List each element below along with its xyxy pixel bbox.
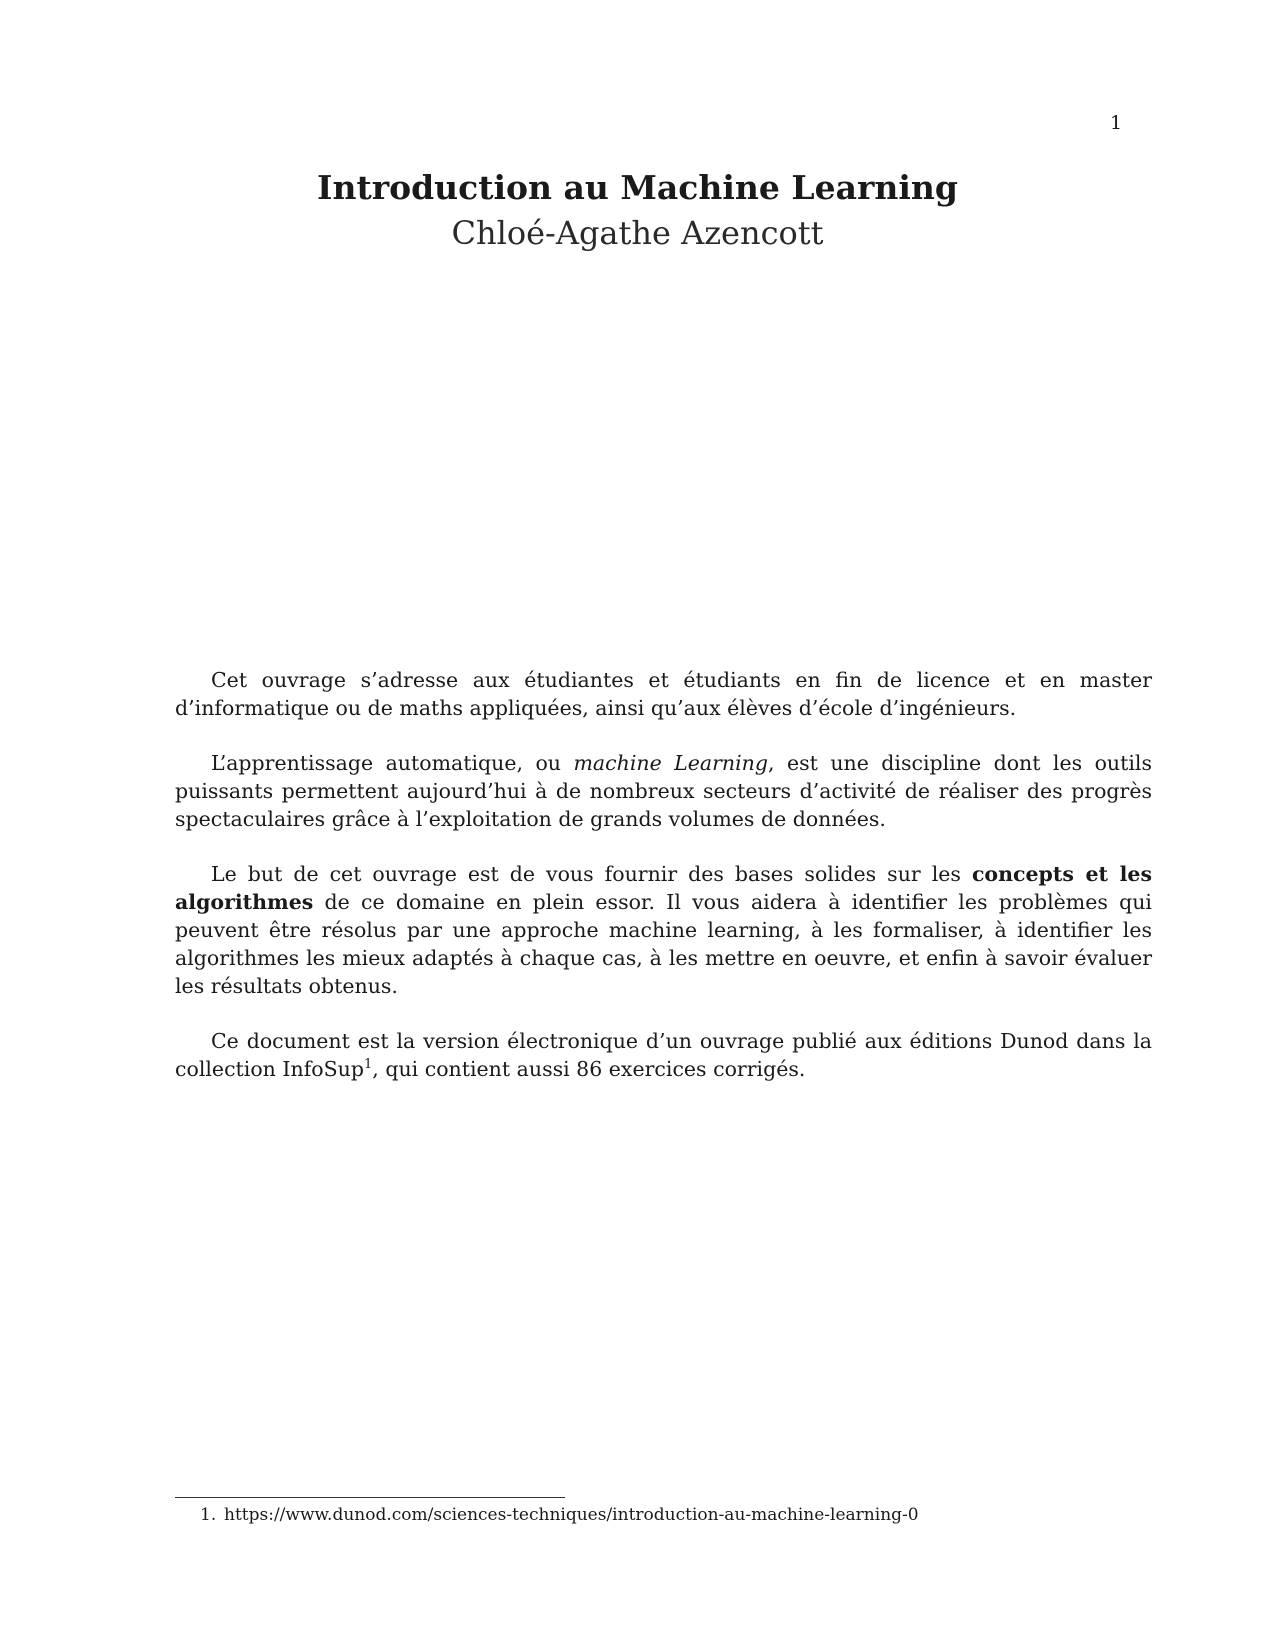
paragraph-goal-start: Le but de cet ouvrage est de vous fournir des bases solides sur les <box>211 862 972 886</box>
paragraph-goal-end: de ce domaine en plein essor. Il vous aidera à identifier les problèmes qui peuvent être résolus par une approche machine learning, à les formaliser, à identifier les algorithmes les mieux adaptés à chaque cas, à les mettre en oeuvre, et enfin à savoir évaluer les résultats obtenus. <box>175 890 1152 998</box>
footnote-divider <box>175 1497 565 1498</box>
concepts-bold: concepts et les algorithmes <box>175 862 1152 914</box>
paragraph-goal <box>175 860 1152 1000</box>
paragraph-definition <box>175 749 1152 833</box>
paragraph-edition-end: , qui contient aussi 86 exercices corrigés. <box>372 1057 806 1081</box>
page-number: 1 <box>1110 112 1123 134</box>
book-title: Introduction au Machine Learning <box>317 168 958 207</box>
paragraph-definition-end: , est une discipline dont les outils puissants permettent aujourd’hui à de nombreux secteurs d’activité de réaliser des progrès spectaculaires grâce à l’exploitation de grands volumes de données. <box>175 751 1153 831</box>
title-block <box>0 168 1275 254</box>
abstract-body <box>175 666 1152 1110</box>
footnote-number: 1. <box>200 1505 217 1525</box>
machine-learning-emphasis: machine Learning <box>573 751 769 775</box>
paragraph-edition <box>175 1027 1152 1083</box>
paragraph-definition-start: L’apprentissage automatique, ou <box>211 751 574 775</box>
footnote-url[interactable]: https://www.dunod.com/sciences-techniques/introduction-au-machine-learning-0 <box>224 1505 919 1525</box>
footnote <box>200 1504 1150 1526</box>
footnote-marker[interactable]: 1 <box>364 1057 373 1073</box>
paragraph-edition-start: Ce document est la version électronique d’un ouvrage publié aux éditions Dunod dans la collection InfoSup <box>175 1029 1152 1081</box>
paragraph-audience: Cet ouvrage s’adresse aux étudiantes et étudiants en fin de licence et en master d’informatique ou de maths appliquées, ainsi qu’aux élèves d’école d’ingénieurs. <box>175 668 1152 720</box>
author-name: Chloé-Agathe Azencott <box>451 214 824 252</box>
